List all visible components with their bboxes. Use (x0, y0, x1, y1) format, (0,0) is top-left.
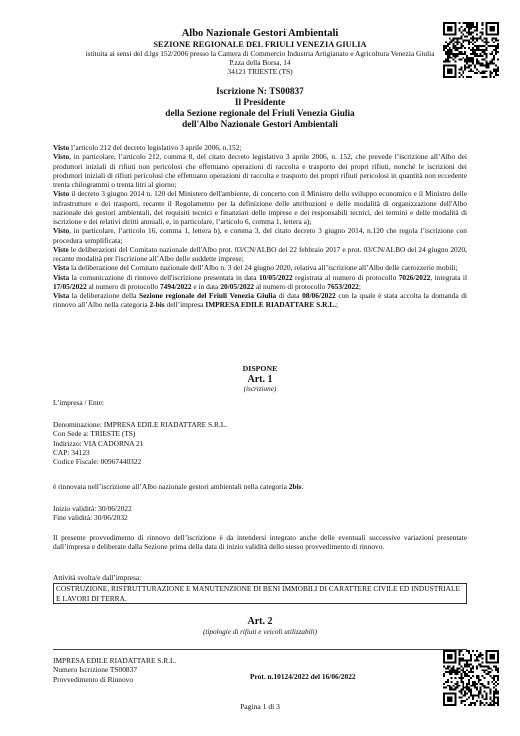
renewal-statement: è rinnovata nell’iscrizione all’Albo nazionale gestori ambientali nella categoria 2bis. (53, 482, 304, 491)
section-title: SEZIONE REGIONALE DEL FRIULI VENEZIA GIULIA (153, 40, 367, 50)
company-seat: Con Sede a: TRIESTE (TS) (53, 429, 136, 439)
art1-subtitle: (iscrizione) (243, 385, 277, 394)
art2-title: Art. 2 (247, 616, 273, 627)
recital-paragraph: Viste le deliberazioni del Comitato nazionale dell'Albo prot. 03/CN/ALBO del 22 febbraio 2017 e prot. 03/CN/ALBO del 24 giugno 2020, recante modalità per l'iscrizione all’Albo delle suddette imprese; (53, 244, 467, 263)
recitals-block (53, 143, 467, 310)
recital-paragraph: Vista la deliberazione del Comitato nazionale dell’Albo n. 3 del 24 giugno 2020, relativa all’iscrizione all’Albo delle carrozzerie mobili; (53, 263, 458, 273)
validity-start: Inizio validità: 30/06/2022 (53, 504, 132, 513)
recital-paragraph: Vista la comunicazione di rinnovo dell'iscrizione presentata in data 10/05/2022 registrata al numero di protocollo 7026/2022, integrata il 17/05/2022 al numero di protocollo 7494/2022 e in data 20/05/2022 al numero di protocollo 7653/2022; (53, 272, 468, 291)
art1-title: Art. 1 (247, 373, 273, 385)
activity-block (53, 573, 467, 604)
provvedimento-note: Il presente provvedimento di rinnovo dell’iscrizione è da intendersi integrato anche delle eventuali successive variazioni presentate dall’impresa e deliberate dalla Sezione prima della data di inizio validità dello stesso provvedimento di rinnovo. (53, 533, 467, 552)
footer-info (53, 656, 176, 684)
company-cap: CAP: 34123 (53, 447, 90, 457)
president-section: della Sezione regionale del Friuli Venezia Giulia (165, 109, 355, 120)
address-city: 34121 TRIESTE (TS) (227, 66, 293, 76)
footer-company: IMPRESA EDILE RIADATTARE S.R.L. (53, 656, 177, 665)
recital-paragraph: Visto, in particolare, l’articolo 212, comma 8, del citato decreto legislativo 3 aprile 2006, n. 152, che prevede l’iscrizione all’Albo dei produttori iniziali di rifiuti non pericolosi che effettuano operazioni di raccolta e trasporto dei propri rifiuti, nonché le iscrizioni dei produttori iniziali di rifiuti pericolosi che effettuano operazioni di raccolta e trasporto dei propri rifiuti pericolosi in quantità non eccedente trenta chilogrammi o trenta litri al giorno; (53, 152, 467, 189)
recital-paragraph: Visto l’articolo 212 del decreto legislativo 3 aprile 2006, n.152; (53, 143, 242, 152)
qr-code-icon (443, 650, 499, 706)
company-name: Denominazione: IMPRESA EDILE RIADATTARE S.R.L. (53, 420, 228, 429)
iscrizione-heading (40, 87, 480, 132)
president-title: Il Presidente (234, 98, 286, 109)
footer-protocol: Prot. n.10124/2022 del 16/06/2022 (250, 672, 356, 681)
footer-type: Provvedimento di Rinnovo (53, 674, 134, 684)
footer-divider (53, 649, 467, 650)
document-header (40, 28, 480, 76)
iscrizione-number: Iscrizione N: TS00837 (216, 87, 304, 97)
company-fiscal-code: Codice Fiscale: 00967440322 (53, 457, 142, 466)
art2-subtitle: (tipologie di rifiuti e veicoli utilizzabili) (203, 627, 317, 636)
qr-code-icon (443, 22, 499, 78)
albo-title: Albo Nazionale Gestori Ambientali (181, 28, 339, 39)
recital-paragraph: Vista la deliberazione della Sezione regionale del Friuli Venezia Giulia di data 08/06/2022 con la quale è stata accolta la domanda di rinnovo all’Albo nella categoria 2-bis dell’impresa IMPRESA EDILE RIADATTARE S.R.L.; (53, 291, 467, 310)
activity-label: Attività svolta/e dall’impresa: (53, 573, 142, 582)
dispone-label: DISPONE (242, 364, 278, 373)
validity-block (53, 504, 467, 523)
footer-iscrizione: Numero Iscrizione TS00837 (53, 665, 138, 675)
dispone-block (53, 365, 467, 394)
president-albo: dell'Albo Nazionale Gestori Ambientali (182, 120, 338, 131)
recital-paragraph: Visto il decreto 3 giugno 2014 n. 120 del Ministero dell'ambiente, di concerto con il Ministro dello sviluppo economico e il Ministro delle infrastrutture e dei trasporti, recante il Regolamento per la definizione delle attribuzioni e delle modalità di organizzazione dell'Albo nazionale dei gestori ambientali, dei requisiti tecnici e finanziari delle imprese e dei responsabili tecnici, dei termini e delle modalità di iscrizione e dei relativi diritti annuali, e, in particolare, l’articolo 6, comma 1, lettera a); (53, 189, 467, 226)
page-number: Pagina 1 di 3 (240, 702, 280, 711)
validity-end: Fine validità: 30/06/2032 (53, 513, 128, 523)
art2-block (53, 616, 467, 636)
address-street: P.zza della Borsa, 14 (229, 58, 291, 68)
company-details (53, 420, 467, 466)
company-intro: L’impresa / Ente: (53, 398, 105, 407)
company-address: Indirizzo: VIA CADORNA 21 (53, 438, 144, 448)
establishment-note: istituita ai sensi del d.lgs 152/2006 presso la Camera di Commercio Industria Artigianato e Agricoltura Venezia Giulia (85, 49, 435, 59)
recital-paragraph: Visto, in particolare, l’articolo 16, comma 1, lettera b), e comma 3, del citato decreto 3 giugno 2014, n.120 che regola l’iscrizione con procedura semplificata; (53, 226, 467, 245)
activity-box: COSTRUZIONE, RISTRUTTURAZIONE E MANUTENZIONE DI BENI IMMOBILI DI CARATTERE CIVILE ED INDUSTRIALE E LAVORI DI TERRA. (53, 583, 467, 604)
